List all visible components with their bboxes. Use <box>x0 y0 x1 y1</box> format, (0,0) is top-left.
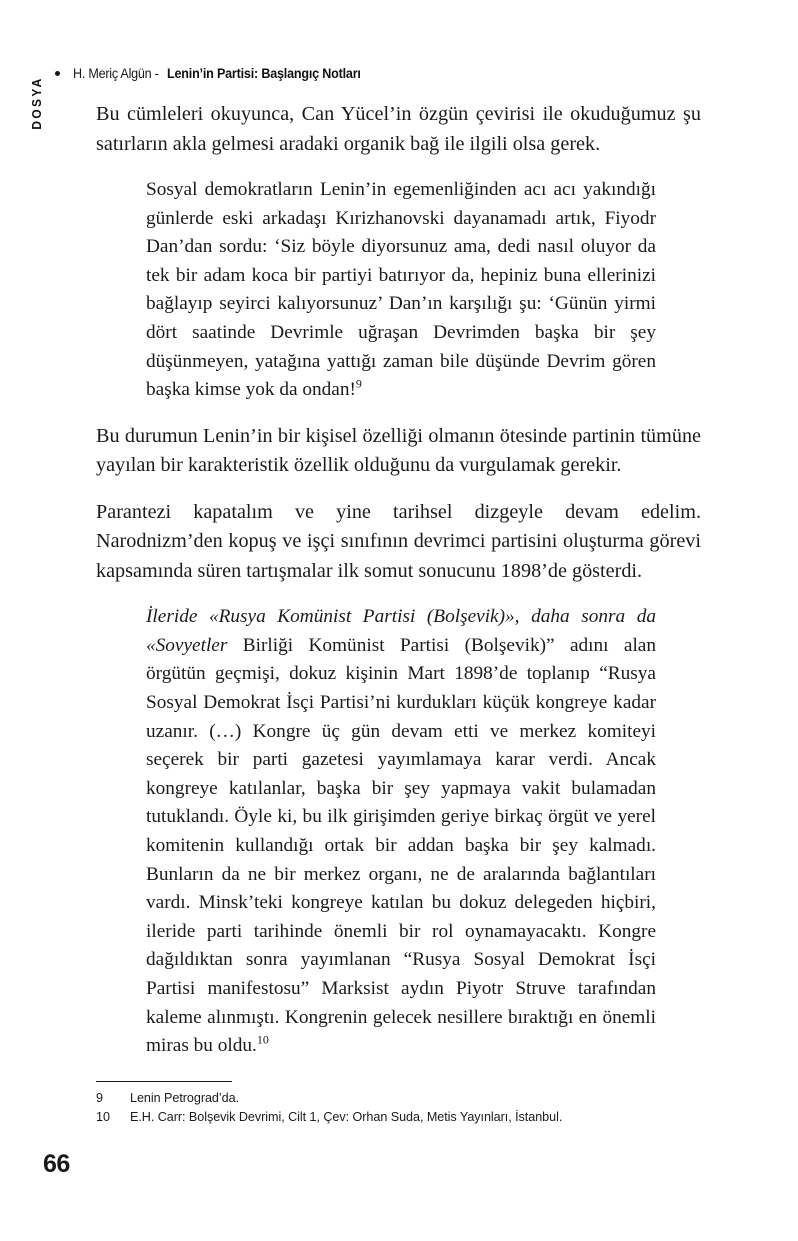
blockquote-1-body: Sosyal demokratların Lenin’in egemenliğinden acı acı yakındığı günlerde eski arkadaşı Kırizhanovski dayanamadı artık, Fiyodr Dan’dan sordu: ‘Siz böyle diyorsunuz ama, dedi nasıl oluyor da tek bir adam koca bir partiyi batırıyor da, hepiniz buna ellerinizi bağlayıp seyirci kalıyorsunuz’ Dan’ın karşılığı şu: ‘Günün yirmi dört saatinde Devrimle uğraşan Devrimden başka bir şey düşünmeyen, yatağına yattığı zaman bile düşünde Devrim gören başka kimse yok da ondan! <box>146 179 656 401</box>
section-tab-label: DOSYA <box>28 76 44 130</box>
paragraph-1: Bu cümleleri okuyunca, Can Yücel’in özgün çevirisi ile okuduğumuz şu satırların akla gelmesi aradaki organik bağ ile ilgili olsa gerek. <box>96 103 701 155</box>
running-head-author: H. Meriç Algün - <box>73 65 162 81</box>
footnote-separator-rule <box>96 1081 232 1082</box>
footnote-text: Lenin Petrograd’da. <box>130 1091 239 1105</box>
text-column <box>96 100 701 1078</box>
paragraph-2: Bu durumun Lenin’in bir kişisel özelliği olmanın ötesinde partinin tümüne yayılan bir karakteristik özellik olduğunu da vurgulamak gerekir. <box>96 424 701 477</box>
footnote-number: 9 <box>96 1091 103 1105</box>
page-number: 66 <box>43 1150 70 1178</box>
blockquote-1 <box>146 176 656 405</box>
bullet-dot-icon <box>55 71 60 76</box>
blockquote-1-text <box>146 176 656 405</box>
footnote-number: 10 <box>96 1110 110 1124</box>
running-head <box>55 62 715 84</box>
footnote-item <box>96 1089 701 1108</box>
footnote-ref-10[interactable]: 10 <box>256 1032 269 1047</box>
blockquote-2 <box>146 603 656 1061</box>
footnote-ref-9[interactable]: 9 <box>355 376 362 391</box>
running-head-title: Lenin’in Partisi: Başlangıç Notları <box>166 65 361 81</box>
blockquote-2-italic-a: İleride «Rusya Komünist Partisi (Bolşevik)», daha sonra da « <box>146 606 656 656</box>
footnotes <box>96 1081 701 1127</box>
footnote-text: E.H. Carr: Bolşevik Devrimi, Cilt 1, Çev: Orhan Suda, Metis Yayınları, İstanbul. <box>130 1110 563 1124</box>
section-tab <box>25 53 47 153</box>
blockquote-2-italic-b: Sovyetler <box>155 634 228 656</box>
footnote-item <box>96 1108 701 1127</box>
paragraph-3: Parantezi kapatalım ve yine tarihsel dizgeyle devam edelim. Narodnizm’den kopuş ve işçi sınıfının devrimci partisini oluşturma görevi kapsamında süren tartışmalar ilk somut sonucunu 1898’de gösterdi. <box>96 500 701 582</box>
blockquote-2-rest: Birliği Komünist Partisi (Bolşevik)” adını alan örgütün geçmişi, dokuz kişinin Mart 1898’de toplanıp “Rusya Sosyal Demokrat İsçi Partisi’ni kurdukları küçük kongreye kadar uzanır. (…) Kongre üç gün devam etti ve merkez komiteyi seçerek bir parti gazetesi yayımlamaya karar verdi. Ancak kongreye katılanlar, başka bir şey yapmaya vakit bulamadan tutuklandı. Öyle ki, bu ilk girişimden geriye birkaç örgüt ve yerel komitenin kullandığı ortak bir addan başka bir şey kalmadı. Bunların da ne bir merkez organı, ne de aralarında bağlantıları vardı. Minsk’teki kongreye katılan bu dokuz delegeden hiçbiri, ileride parti tarihinde önemli bir rol oynamayacaktı. Kongre dağıldıktan sonra yayımlanan “Rusya Sosyal Demokrat İsçi Partisi manifestosu” Marksist aydın Piyotr Struve tarafından kaleme alınmıştı. Kongrenin gelecek nesillere bıraktığı en önemli miras bu oldu. <box>146 634 656 1057</box>
blockquote-2-text <box>146 603 656 1061</box>
